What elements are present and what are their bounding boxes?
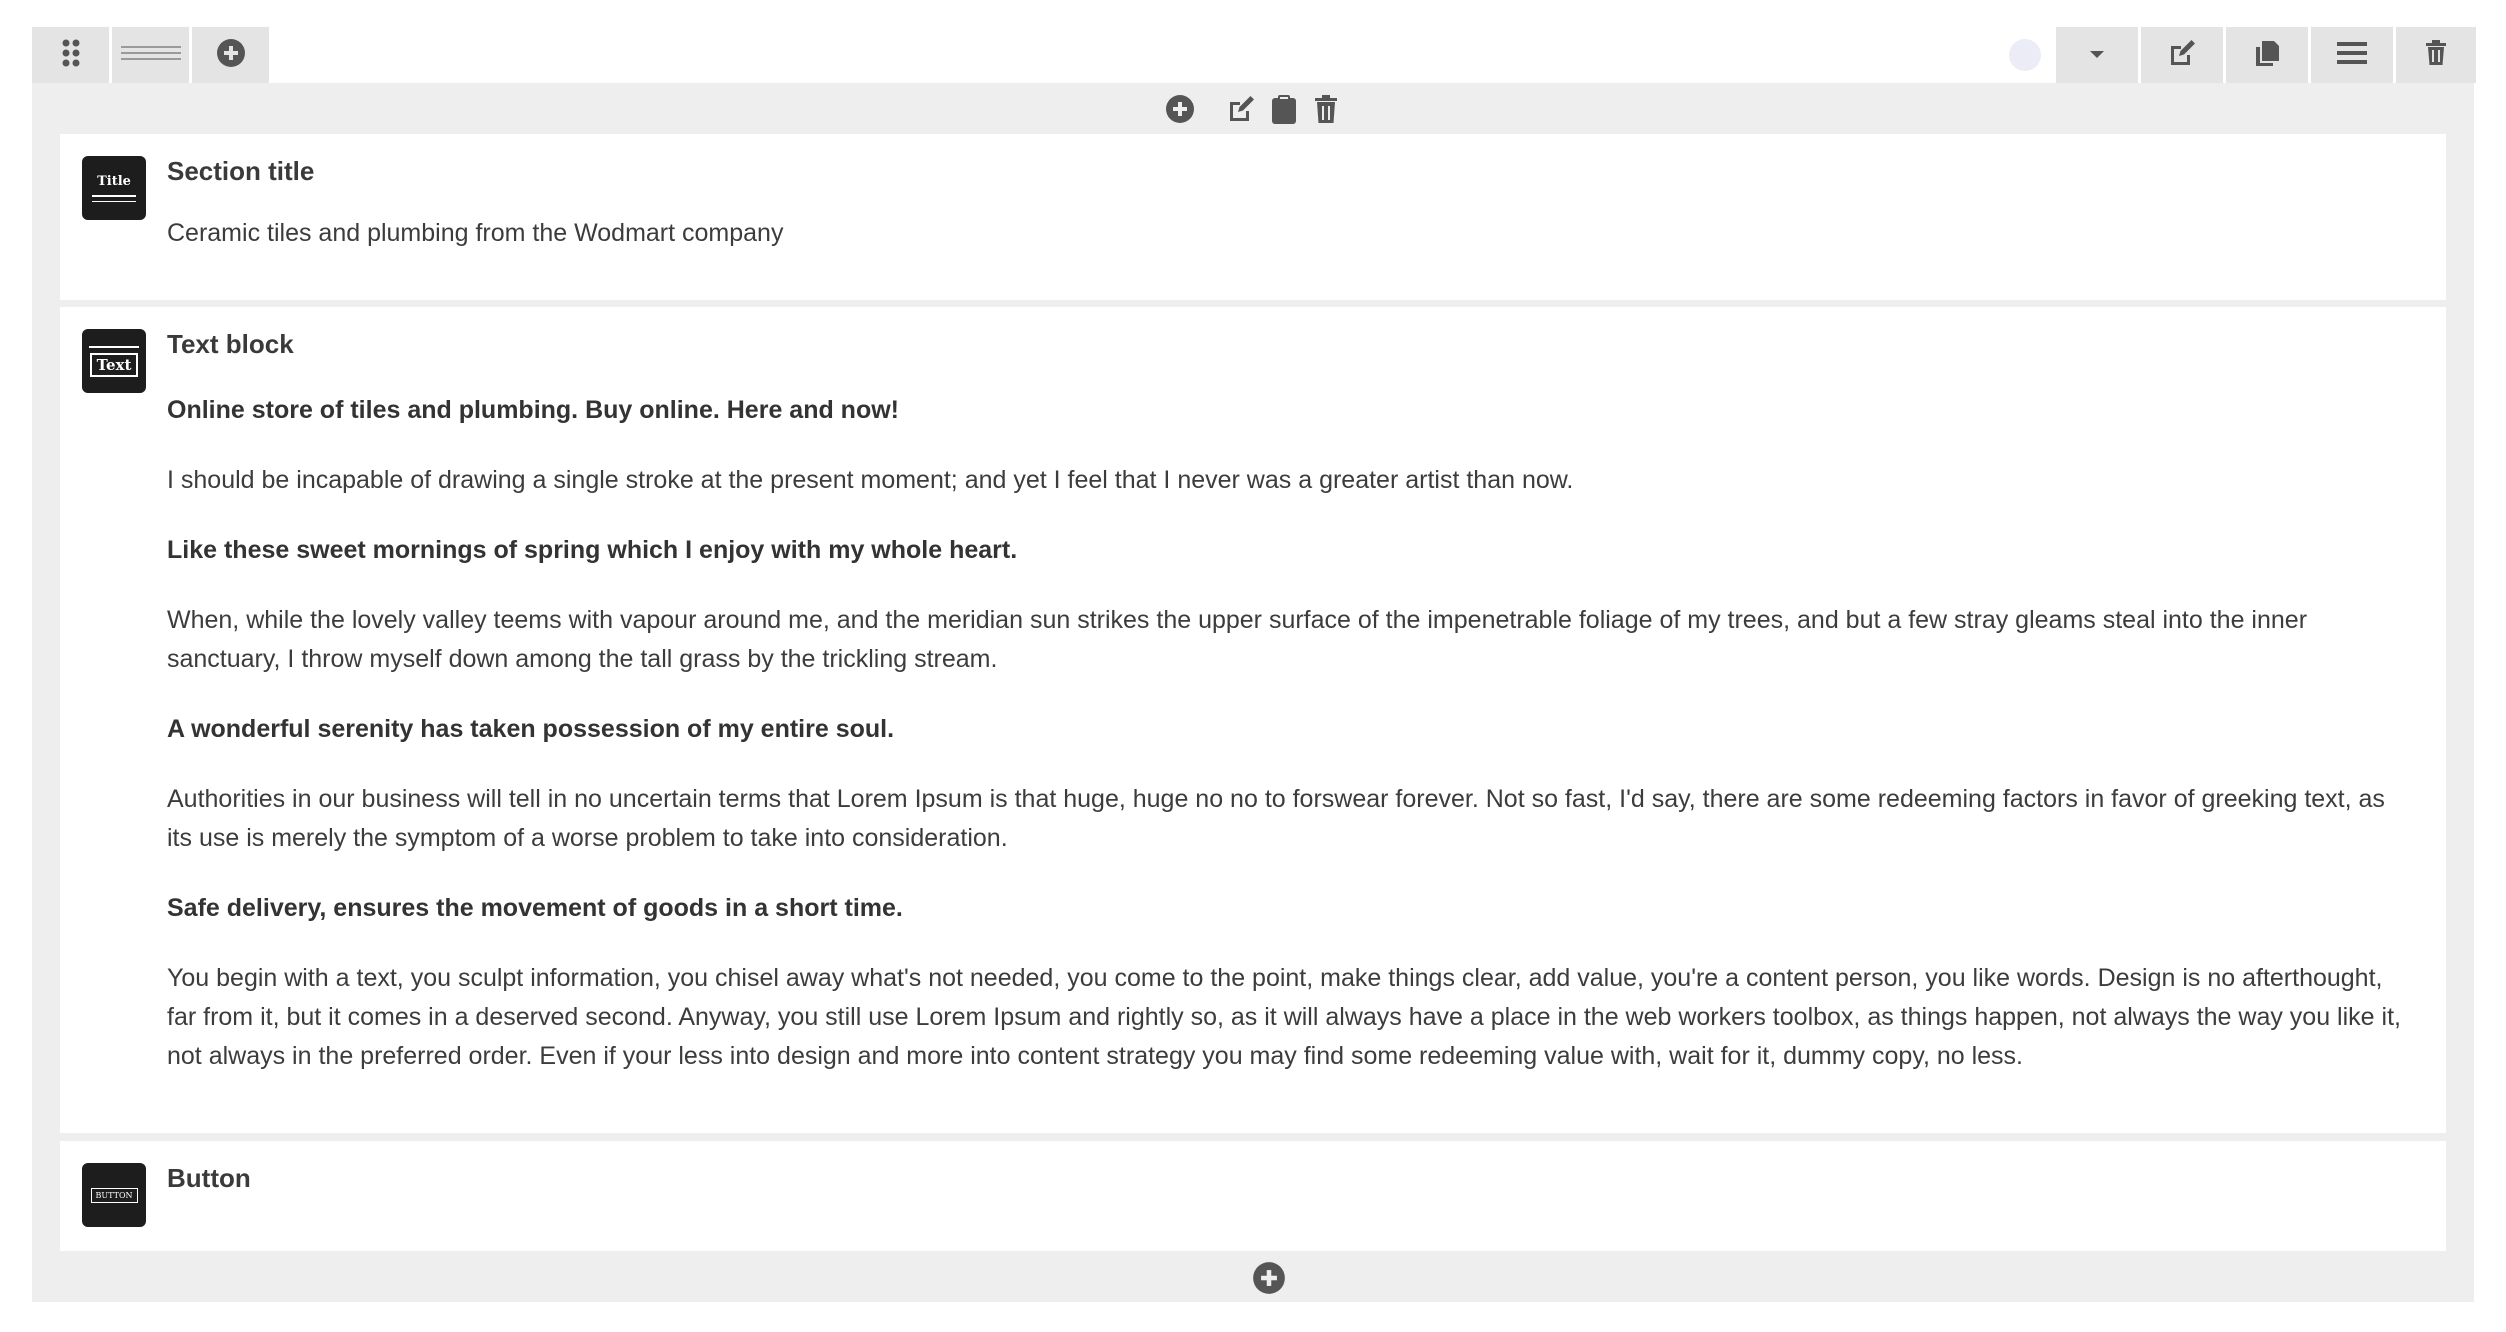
menu-icon: [2337, 41, 2367, 70]
text-paragraph: I should be incapable of drawing a single stroke at the present moment; and yet I feel that I never was a greater artist than now.: [167, 466, 1574, 494]
trash-icon: [2425, 40, 2447, 71]
drag-row-button[interactable]: [32, 27, 109, 83]
text-paragraph: When, while the lovely valley teems with vapour around me, and the meridian sun strikes the upper surface of the impenetrable foliage of my trees, and but a few stray gleams steal into the inner sanctuary, I throw myself down among the tall grass by the trickling stream.: [167, 606, 2308, 673]
toolbar-spacer: [1202, 91, 1220, 131]
add-element-bottom-button[interactable]: [1252, 1261, 1288, 1297]
block-name: Button: [167, 1163, 251, 1193]
button-element-icon: BUTTON: [82, 1163, 146, 1227]
block-name: Section title: [167, 156, 315, 186]
add-element-button[interactable]: [1160, 91, 1200, 131]
copy-icon: [2252, 38, 2282, 73]
text-block-element[interactable]: [60, 307, 2446, 1133]
clipboard-icon: [1271, 94, 1297, 129]
delete-column-button[interactable]: [1306, 91, 1346, 131]
title-rule: [92, 195, 136, 197]
text-paragraph: You begin with a text, you sculpt information, you chisel away what's not needed, you come to the point, make things clear, add value, you're a content person, you like words. Design is no afterthought, far from it, but it comes in a deserved second. Anyway, you still use Lorem Ipsum and rightly so, as it will always have a place in the web workers toolbox, as things happen, not always the way you like it, not always in the preferred order. Even if your less into design and more into content strategy you may find some redeeming value with, wait for it, dummy copy, no less.: [167, 964, 2401, 1070]
text-paragraph: Authorities in our business will tell in no uncertain terms that Lorem Ipsum is that huge, huge no no to forswear forever. Not so fast, I'd say, there are some redeeming factors in favor of greeking text, as its use is merely the symptom of a worse problem to take into consideration.: [167, 785, 2385, 852]
status-indicator: [2009, 39, 2041, 71]
drag-handle-icon: [61, 38, 81, 73]
section-title-text: Ceramic tiles and plumbing from the Wodmart company: [167, 219, 784, 247]
block-name: Text block: [167, 329, 294, 359]
title-element-icon: Title: [82, 156, 146, 220]
row-layout-icon: [121, 42, 181, 69]
caret-down-icon: [2088, 46, 2106, 64]
edit-icon: [1227, 94, 1257, 129]
row-controls-right: [2009, 27, 2476, 83]
text-icon-rule: [89, 346, 139, 348]
text-heading-paragraph: Online store of tiles and plumbing. Buy online. Here and now!: [167, 396, 899, 424]
row-menu-button[interactable]: [2311, 27, 2393, 83]
add-circle-icon: [1165, 94, 1195, 129]
add-column-button[interactable]: [192, 27, 269, 83]
section-title-element[interactable]: [60, 134, 2446, 300]
row-dropdown-button[interactable]: [2056, 27, 2138, 83]
add-circle-icon: [216, 38, 246, 73]
text-element-icon: Text: [82, 329, 146, 393]
column-toolbar: [1160, 91, 1346, 131]
title-rule: [92, 201, 136, 202]
text-heading-paragraph: Safe delivery, ensures the movement of goods in a short time.: [167, 894, 903, 922]
edit-icon: [2167, 38, 2197, 73]
row-controls-left: [32, 27, 269, 83]
delete-row-button[interactable]: [2396, 27, 2476, 83]
paste-button[interactable]: [1264, 91, 1304, 131]
text-heading-paragraph: A wonderful serenity has taken possession of my entire soul.: [167, 715, 895, 743]
duplicate-row-button[interactable]: [2226, 27, 2308, 83]
text-block-content: [167, 391, 2406, 1107]
button-element[interactable]: [60, 1141, 2446, 1251]
column-container: [32, 83, 2474, 1302]
edit-column-button[interactable]: [1222, 91, 1262, 131]
row-layout-button[interactable]: [112, 27, 189, 83]
add-circle-icon: [1252, 1282, 1286, 1299]
trash-icon: [1314, 94, 1338, 129]
text-heading-paragraph: Like these sweet mornings of spring which I enjoy with my whole heart.: [167, 536, 1018, 564]
edit-row-button[interactable]: [2141, 27, 2223, 83]
